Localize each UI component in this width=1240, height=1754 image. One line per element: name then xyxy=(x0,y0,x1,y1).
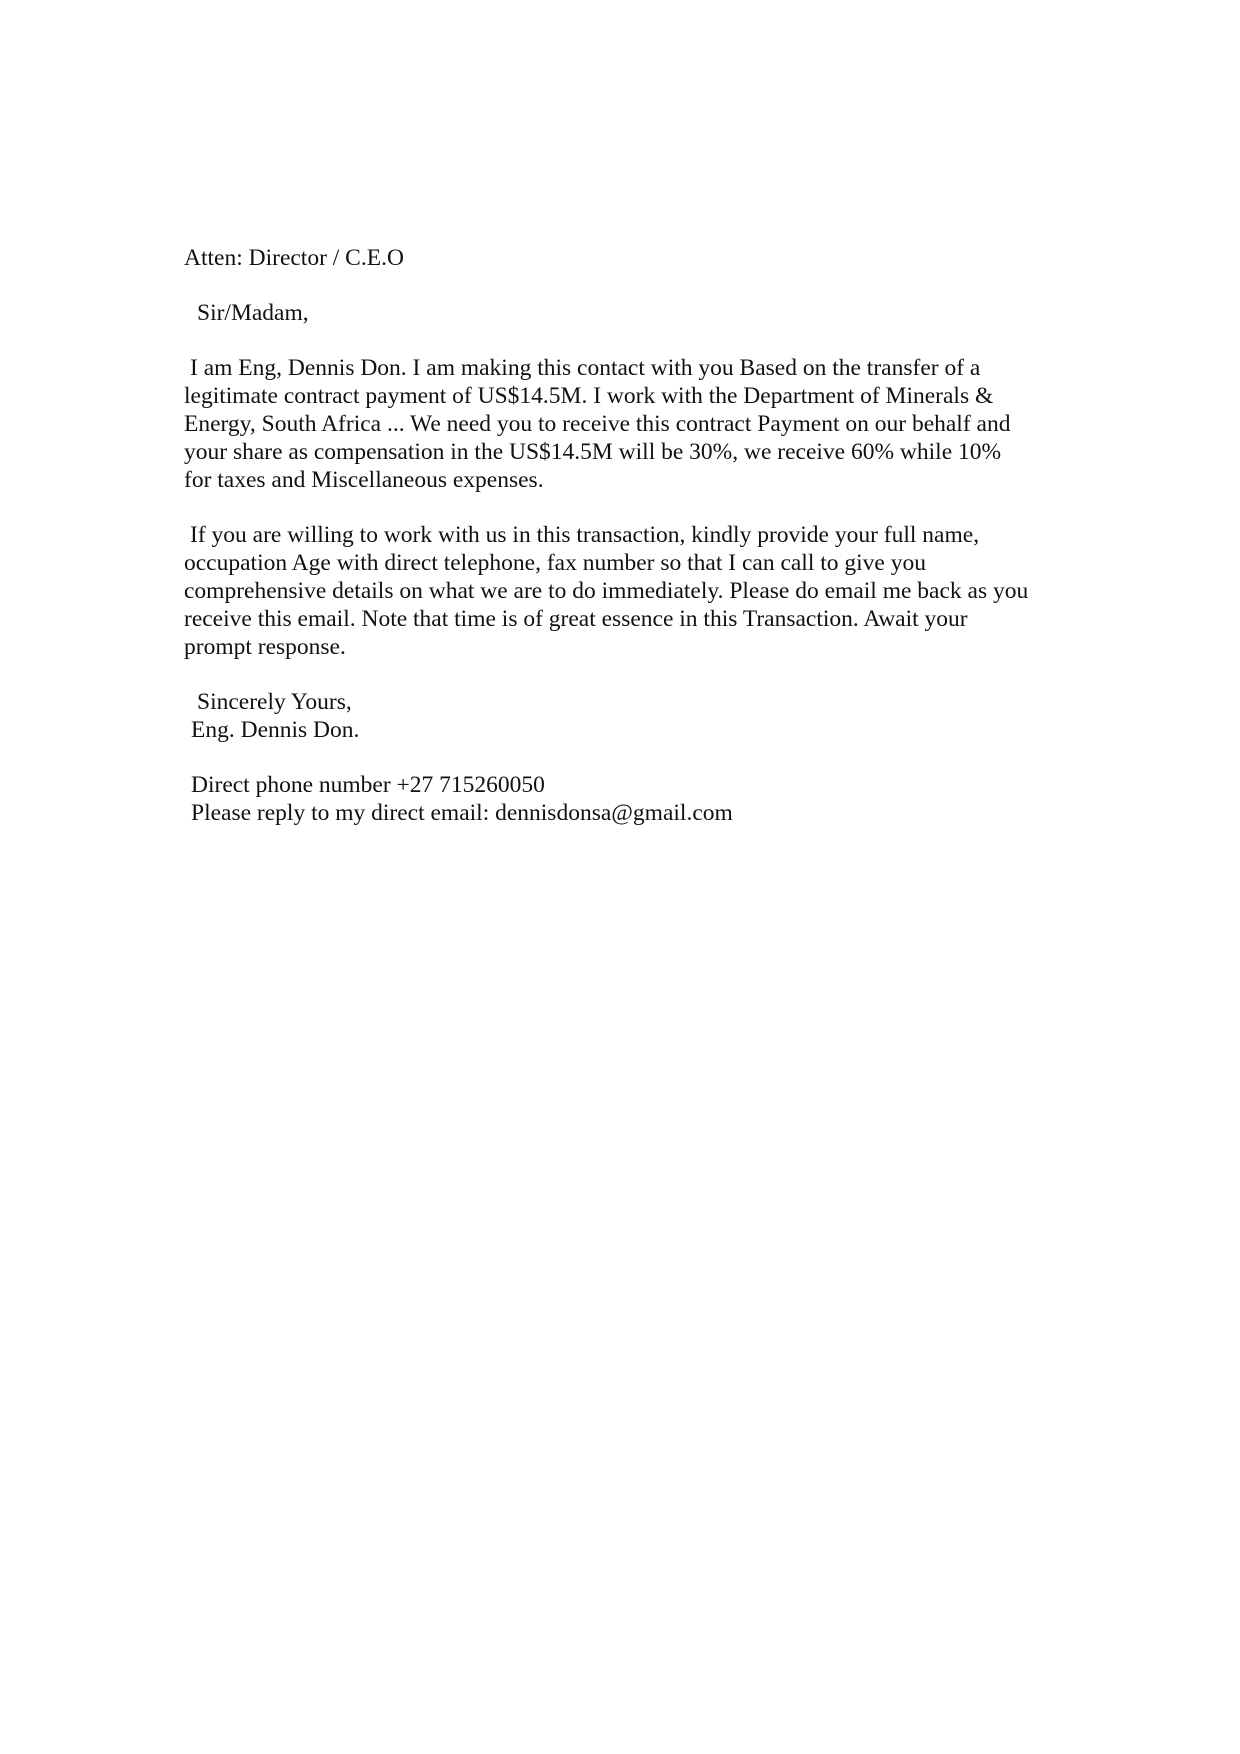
salutation: Sir/Madam, xyxy=(197,300,309,326)
paragraph-2-line: receive this email. Note that time is of great essence in this Transaction. Await your xyxy=(184,606,968,632)
phone-line: Direct phone number +27 715260050 xyxy=(191,772,545,798)
closing-block xyxy=(184,688,1084,744)
paragraph-2-line: comprehensive details on what we are to do immediately. Please do email me back as you xyxy=(184,578,1029,604)
paragraph-2-line: If you are willing to work with us in this transaction, kindly provide your full name, xyxy=(190,522,980,548)
attention-line: Atten: Director / C.E.O xyxy=(184,245,404,271)
paragraph-2-line: prompt response. xyxy=(184,634,346,660)
paragraph-1-line: Energy, South Africa ... We need you to receive this contract Payment on our behalf and xyxy=(184,411,1011,437)
paragraph-1-line: I am Eng, Dennis Don. I am making this contact with you Based on the transfer of a xyxy=(190,355,981,381)
contact-block xyxy=(184,771,1084,827)
paragraph-1-line: your share as compensation in the US$14.5M will be 30%, we receive 60% while 10% xyxy=(184,439,1002,465)
salutation-block xyxy=(184,299,1084,327)
paragraph-2-line: occupation Age with direct telephone, fax number so that I can call to give you xyxy=(184,550,926,576)
paragraph-1-line: legitimate contract payment of US$14.5M. I work with the Department of Minerals & xyxy=(184,383,994,409)
paragraph-2 xyxy=(184,521,1084,661)
paragraph-1-line: for taxes and Miscellaneous expenses. xyxy=(184,467,544,493)
closing: Sincerely Yours, xyxy=(197,689,352,715)
signature-name: Eng. Dennis Don. xyxy=(191,717,360,743)
paragraph-1 xyxy=(184,354,1084,494)
email-line: Please reply to my direct email: dennisdonsa@gmail.com xyxy=(191,800,733,826)
letter-body xyxy=(184,244,1084,827)
